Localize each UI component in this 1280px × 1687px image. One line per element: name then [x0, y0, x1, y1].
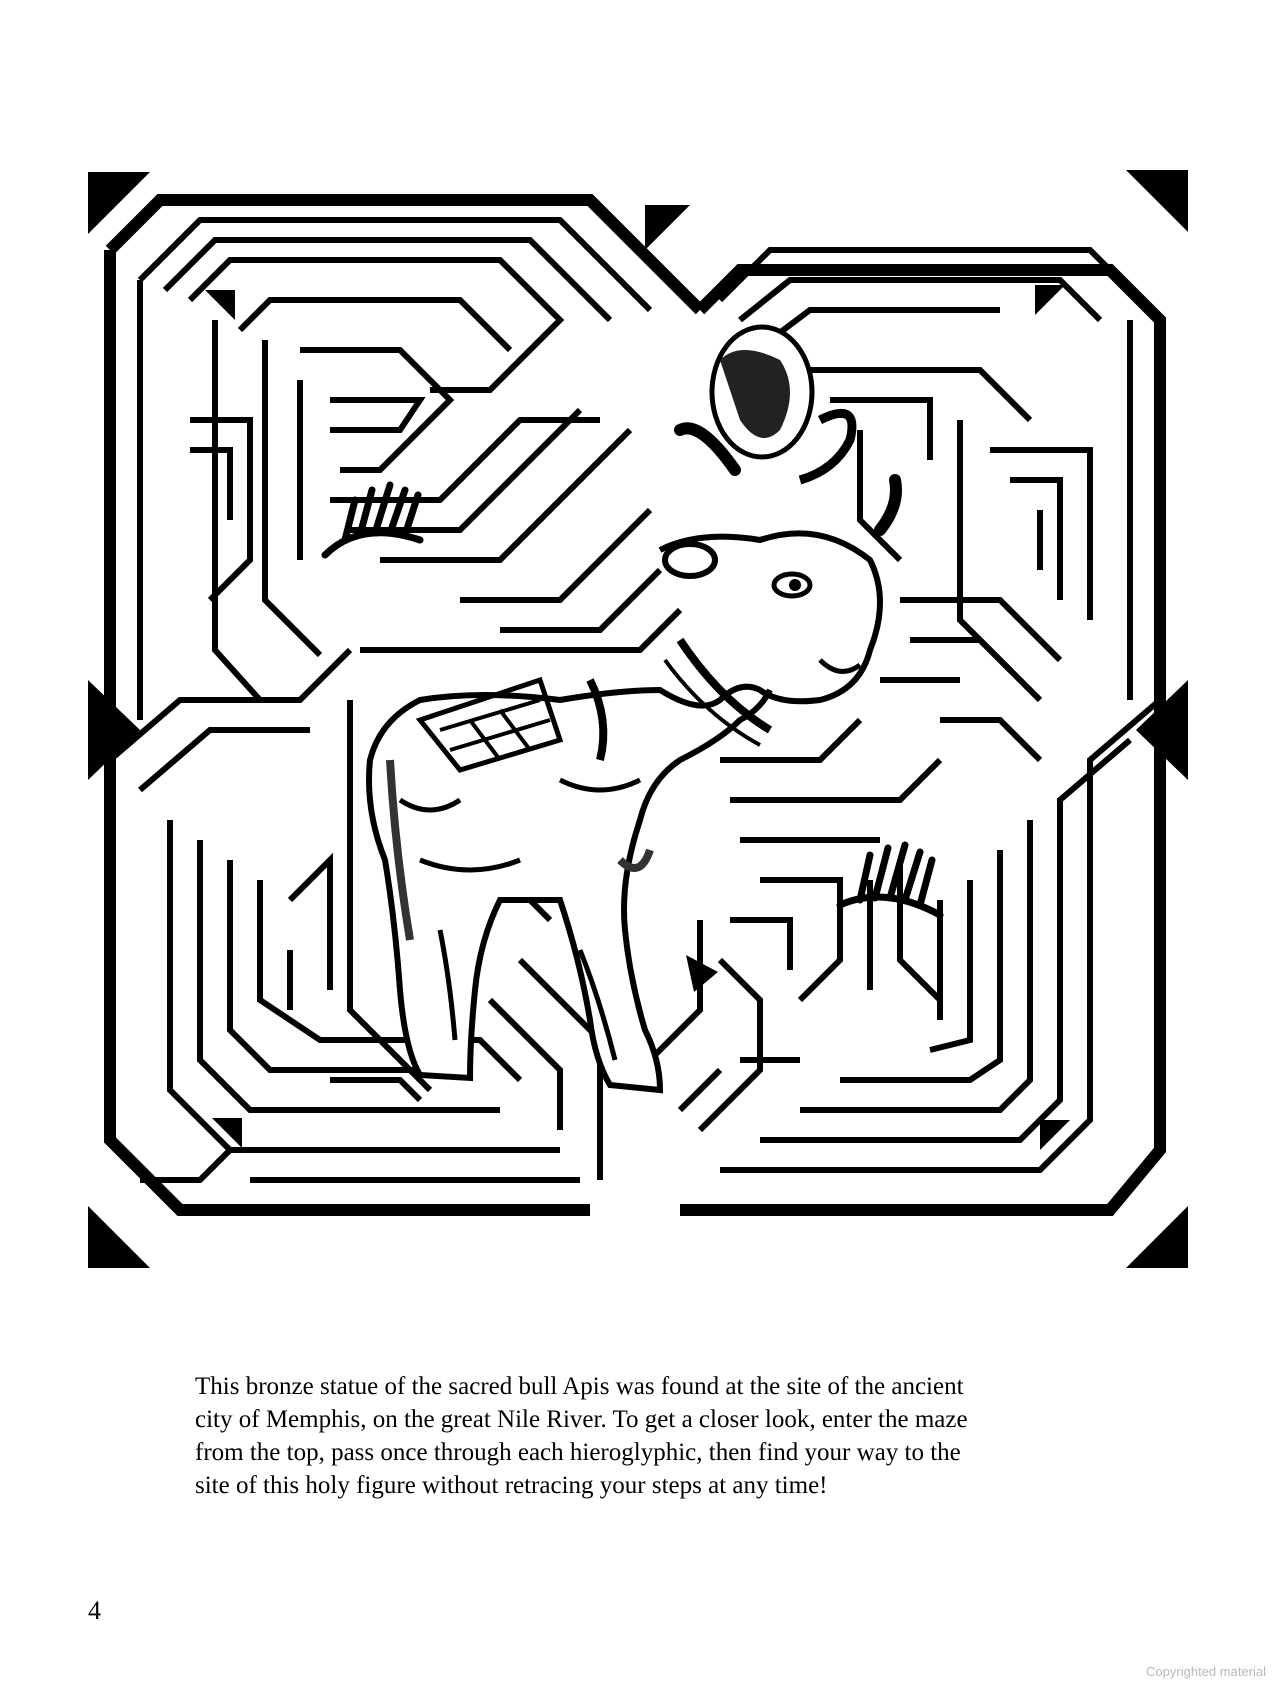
page-number: 4: [88, 1596, 101, 1625]
caption-line: city of Memphis, on the great Nile River. To get a closer look, enter the maze: [195, 1406, 968, 1433]
caption-paragraph: [195, 1370, 1095, 1502]
hieroglyph-icon: [325, 485, 420, 555]
caption-line: site of this holy figure without retracing your steps at any time!: [195, 1472, 828, 1499]
apis-bull-figure: [369, 327, 896, 1090]
hieroglyph-icon: [840, 845, 940, 915]
caption-line: This bronze statue of the sacred bull Apis was found at the site of the ancient: [195, 1373, 964, 1400]
copyright-watermark: Copyrighted material: [1146, 1664, 1266, 1679]
caption-line: from the top, pass once through each hieroglyphic, then find your way to the: [195, 1439, 961, 1466]
